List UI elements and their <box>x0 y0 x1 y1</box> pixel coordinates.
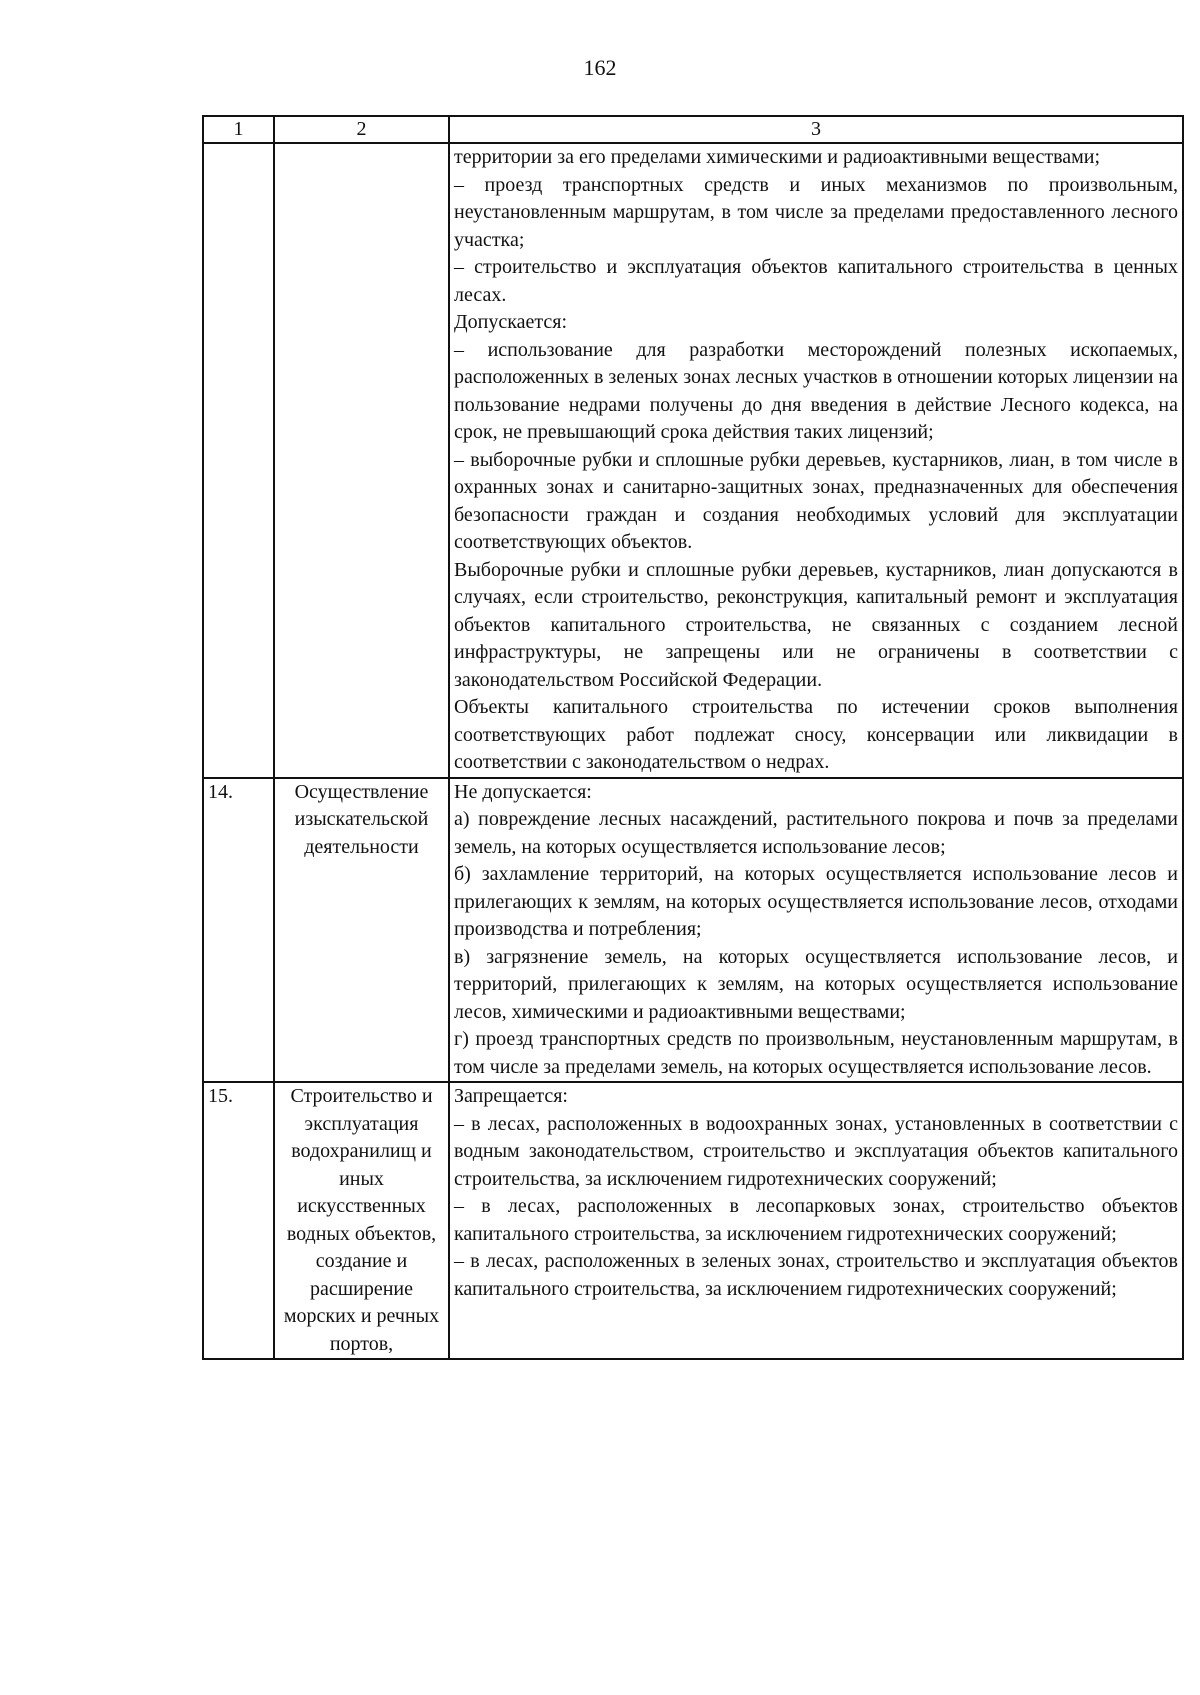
requirements-cell <box>449 778 1183 1083</box>
requirement-paragraph: Выборочные рубки и сплошные рубки деревьев, кустарников, лиан допускаются в случаях, если строительство, реконструкция, капитальный ремонт и эксплуатация объектов капитального строительства, не связанных с созданием лесной инфраструктуры, не запрещены или не ограничены в соответствии с законодательством Российской Федерации. <box>454 558 1178 691</box>
activity-name: Осуществление изыскательской деятельности <box>274 778 449 1083</box>
requirement-paragraph: Запрещается: <box>454 1085 568 1107</box>
row-number <box>203 143 274 778</box>
page-number: 162 <box>583 55 617 80</box>
requirement-paragraph: в) загрязнение земель, на которых осуществляется использование лесов, и территорий, прилегающих к землям, на которых осуществляется использование лесов, химическими и радиоактивными веществами; <box>454 945 1178 1023</box>
activity-name: Строительство и эксплуатация водохранилищ и иных искусственных водных объектов, создание и расширение морских и речных портов, <box>274 1082 449 1359</box>
column-header-2: 2 <box>274 116 449 143</box>
row-number: 14. <box>203 778 274 1083</box>
requirement-paragraph: Допускается: <box>454 311 568 333</box>
requirements-cell <box>449 1082 1183 1359</box>
requirement-paragraph: – в лесах, расположенных в водоохранных зонах, установленных в соответствии с водным законодательством, строительство и эксплуатация объектов капитального строительства, за исключением гидротехнических сооружений; <box>454 1112 1178 1190</box>
requirement-paragraph: – проезд транспортных средств и иных механизмов по произвольным, неустановленным маршрутам, в том числе за пределами предоставленного лесного участка; <box>454 173 1178 251</box>
requirement-paragraph: – в лесах, расположенных в лесопарковых зонах, строительство объектов капитального строительства, за исключением гидротехнических сооружений; <box>454 1195 1178 1245</box>
table-header-row <box>203 116 1183 143</box>
row-number: 15. <box>203 1082 274 1359</box>
requirement-paragraph: – в лесах, расположенных в зеленых зонах, строительство и эксплуатация объектов капитального строительства, за исключением гидротехнических сооружений; <box>454 1250 1178 1300</box>
activity-name <box>274 143 449 778</box>
table-header <box>203 116 1183 143</box>
requirement-paragraph: Объекты капитального строительства по истечении сроков выполнения соответствующих работ подлежат сносу, консервации или ликвидации в соответствии с законодательством о недрах. <box>454 696 1178 773</box>
requirement-paragraph: Не допускается: <box>454 780 592 803</box>
requirement-paragraph: – строительство и эксплуатация объектов капитального строительства в ценных лесах. <box>454 256 1178 306</box>
table-row <box>203 143 1183 778</box>
column-header-1: 1 <box>203 116 274 143</box>
requirement-paragraph: – использование для разработки месторождений полезных ископаемых, расположенных в зеленых зонах лесных участков в отношении которых лицензии на пользование недрами получены до дня введения в действие Лесного кодекса, на срок, не превышающий срока действия таких лицензий; <box>454 338 1178 443</box>
requirement-paragraph: – выборочные рубки и сплошные рубки деревьев, кустарников, лиан, в том числе в охранных зонах и санитарно-защитных зонах, предназначенных для обеспечения безопасности граждан и создания необходимых условий для эксплуатации соответствующих объектов. <box>454 448 1178 553</box>
requirement-paragraph: г) проезд транспортных средств по произвольным, неустановленным маршрутам, в том числе за пределами земель, на которых осуществляется использование лесов. <box>454 1028 1178 1078</box>
regulations-table <box>202 115 1184 1360</box>
requirements-cell <box>449 143 1183 778</box>
table-row <box>203 778 1183 1083</box>
requirement-paragraph: территории за его пределами химическими и радиоактивными веществами; <box>454 146 1101 168</box>
column-header-3: 3 <box>449 116 1183 143</box>
table-row <box>203 1082 1183 1359</box>
requirement-paragraph: б) захламление территорий, на которых осуществляется использование лесов и прилегающих к землям, на которых осуществляется использование лесов, отходами производства и потребления; <box>454 863 1178 940</box>
requirement-paragraph: а) повреждение лесных насаждений, растительного покрова и почв за пределами земель, на которых осуществляется использование лесов; <box>454 808 1178 858</box>
